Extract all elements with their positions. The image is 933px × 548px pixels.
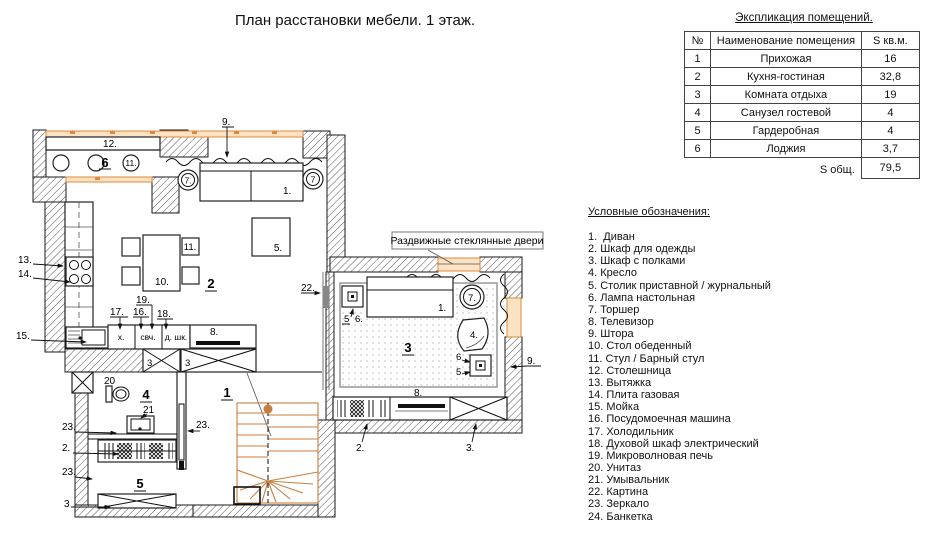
sliding-doors-label: Раздвижные стеклянные двери (390, 235, 544, 247)
total-label: S общ. (819, 163, 855, 176)
legend-item: 23. Зеркало (588, 498, 650, 511)
microwave-mark: 19. (136, 295, 150, 306)
legend-item: 13. Вытяжка (588, 376, 652, 389)
tv-mark: 8. (210, 327, 219, 338)
hanging-wardrobe (98, 440, 176, 462)
table-row (685, 68, 920, 86)
window-right (507, 298, 521, 337)
cell-num: 5 (685, 122, 711, 140)
hood-mark: 13. (18, 255, 32, 266)
chair-mark: 11. (183, 242, 197, 253)
sofa-mark: 1. (283, 186, 292, 197)
table-total-row (685, 158, 920, 179)
cell-name: Гардеробная (711, 122, 862, 140)
microwave-unit-label: свч. (140, 332, 156, 342)
sofa-room3 (367, 277, 453, 317)
fridge-unit-label: х. (117, 332, 125, 342)
explication-title: Экспликация помещений. (735, 12, 873, 24)
staircase (237, 403, 318, 503)
tv-unit-room2 (190, 325, 256, 348)
mirror-mark: 23. (196, 420, 210, 431)
coffee-table-mark: 5. (273, 243, 283, 254)
cell-area: 19 (861, 86, 919, 104)
table-row (685, 122, 920, 140)
hall-stairs (221, 385, 318, 504)
sliding-glass-door (438, 258, 480, 271)
legend-item: 10. Стол обеденный (588, 340, 692, 353)
window-loggia-inner (66, 177, 152, 182)
coffee-table (252, 218, 290, 256)
floor-lamp-left (178, 170, 198, 190)
mirror-partition (177, 372, 186, 470)
lamp-mark: 6 (456, 352, 462, 363)
legend-item: 3. Шкаф с полками (588, 255, 686, 268)
legend-item: 15. Мойка (588, 401, 640, 414)
mirror-mark: 23. (62, 467, 76, 478)
col-header-num: № (685, 32, 711, 50)
room-number-loggia: 6 (101, 155, 109, 170)
legend-item: 11. Стул / Барный стул (588, 352, 705, 365)
cell-num: 2 (685, 68, 711, 86)
shelf-mark: 3 (185, 358, 191, 369)
floor-lamp-room3 (460, 285, 484, 309)
legend-item: 12. Столешница (588, 364, 672, 377)
lamp-mark: 6. (355, 314, 363, 325)
legend-item: 20. Унитаз (588, 461, 642, 474)
sink-mark: 15. (16, 331, 30, 342)
fridge-mark: 17. (110, 307, 124, 318)
side-table-mark: 5 (344, 314, 350, 325)
cell-name: Лоджия (711, 140, 862, 158)
cell-area: 3,7 (861, 140, 919, 158)
sofa-mark: 1. (438, 303, 447, 314)
window-top-band (46, 131, 303, 137)
room-number-wardrobe: 5 (136, 476, 144, 491)
legend-panel (588, 206, 933, 523)
picture-on-wall (323, 286, 329, 308)
legend-item: 14. Плита газовая (588, 389, 680, 402)
side-table-mark: 5 (456, 367, 462, 378)
legend-item: 24. Банкетка (588, 510, 653, 523)
armchair (458, 318, 488, 351)
legend-item: 8. Телевизор (588, 316, 654, 329)
room-number-hall: 1 (223, 385, 231, 400)
col-header-area: S кв.м. (861, 32, 919, 50)
legend-item: 1. Диван (588, 231, 635, 243)
shelf-cabinet (72, 372, 93, 393)
legend-item: 9. Штора (588, 328, 634, 341)
picture-mark: 22. (301, 283, 315, 294)
washbasin-mark: 21 (143, 405, 155, 416)
legend-item: 17. Холодильник (588, 425, 674, 438)
dishwasher-mark: 16. (133, 307, 147, 318)
legend-item: 16. Посудомоечная машина (588, 413, 731, 426)
total-value: 79,5 (861, 158, 919, 179)
legend-title: Условные обозначения: (588, 206, 710, 218)
curtain-mark-top: 9. (222, 117, 231, 128)
armchair-mark: 4. (470, 330, 478, 341)
shelf-mark: 3. (466, 443, 475, 454)
legend-item: 18. Духовой шкаф электрический (588, 437, 759, 450)
shelf-cabinet (143, 349, 180, 372)
loggia-furniture (46, 137, 160, 171)
mirror-mark: 23. (62, 422, 76, 433)
sofa-room2 (200, 163, 303, 201)
countertop-mark: 12. (103, 139, 117, 150)
legend-item: 22. Картина (588, 486, 649, 499)
floor-lamp-mark: 7. (468, 293, 476, 304)
cell-num: 4 (685, 104, 711, 122)
legend-item: 2. Шкаф для одежды (588, 243, 696, 256)
gas-stove (66, 257, 93, 286)
bar-stool (53, 155, 69, 171)
room-number-bathroom: 4 (142, 387, 150, 402)
room3-bottom-row (333, 388, 507, 420)
table-row (685, 140, 920, 158)
legend-item: 4. Кресло (588, 267, 638, 280)
legend-item: 5. Столик приставной / журнальный (588, 279, 771, 292)
oven-mark: 18. (157, 309, 171, 320)
table-row (685, 86, 920, 104)
floor-lamp-mark: 7. (184, 175, 192, 186)
explication-panel (684, 12, 924, 179)
kitchen-sink (66, 327, 108, 348)
legend-item: 7. Торшер (588, 303, 640, 316)
toilet (106, 386, 129, 402)
room-number-kitchen-living: 2 (207, 276, 215, 291)
cell-name: Санузел гостевой (711, 104, 862, 122)
room-number-lounge: 3 (404, 340, 412, 355)
dining-table-mark: 10. (155, 277, 169, 288)
cell-name: Прихожая (711, 50, 862, 68)
legend-item: 6. Лампа настольная (588, 291, 696, 304)
cell-num: 3 (685, 86, 711, 104)
dining-set (122, 235, 199, 291)
table-header-row (685, 32, 920, 50)
bench-banketka (234, 487, 260, 504)
tv-mark: 8. (414, 388, 423, 399)
stove-mark: 14. (18, 269, 32, 280)
floor-lamp-mark: 7 (310, 174, 316, 185)
table-row (685, 104, 920, 122)
cell-name: Кухня-гостиная (711, 68, 862, 86)
col-header-name: Наименование помещения (711, 32, 862, 50)
cell-num: 1 (685, 50, 711, 68)
cell-area: 4 (861, 122, 919, 140)
shelf-cabinet (181, 349, 256, 372)
legend-item: 19. Микроволновая печь (588, 449, 713, 462)
table-row (685, 50, 920, 68)
curtain-mark: 9. (527, 356, 536, 367)
cell-area: 16 (861, 50, 919, 68)
cell-name: Комната отдыха (711, 86, 862, 104)
tv (398, 404, 445, 408)
washbasin (127, 416, 154, 433)
floor-lamp-right (303, 169, 323, 189)
oven-unit-label: д. шк. (164, 332, 188, 342)
legend-item: 21. Умывальник (588, 474, 670, 487)
wardrobe-mark: 2. (356, 443, 365, 454)
cell-area: 32,8 (861, 68, 919, 86)
page-title: План расстановки мебели. 1 этаж. (234, 12, 476, 29)
wardrobe-mark: 2. (62, 443, 71, 454)
cell-num: 6 (685, 140, 711, 158)
explication-table (684, 31, 920, 179)
shelf-cabinet (98, 494, 176, 508)
shelf-mark: 3 (147, 358, 153, 369)
cell-area: 4 (861, 104, 919, 122)
chair-mark: 11. (125, 158, 137, 168)
shelf-mark: 3 (64, 499, 70, 510)
toilet-mark: 20 (104, 376, 116, 387)
